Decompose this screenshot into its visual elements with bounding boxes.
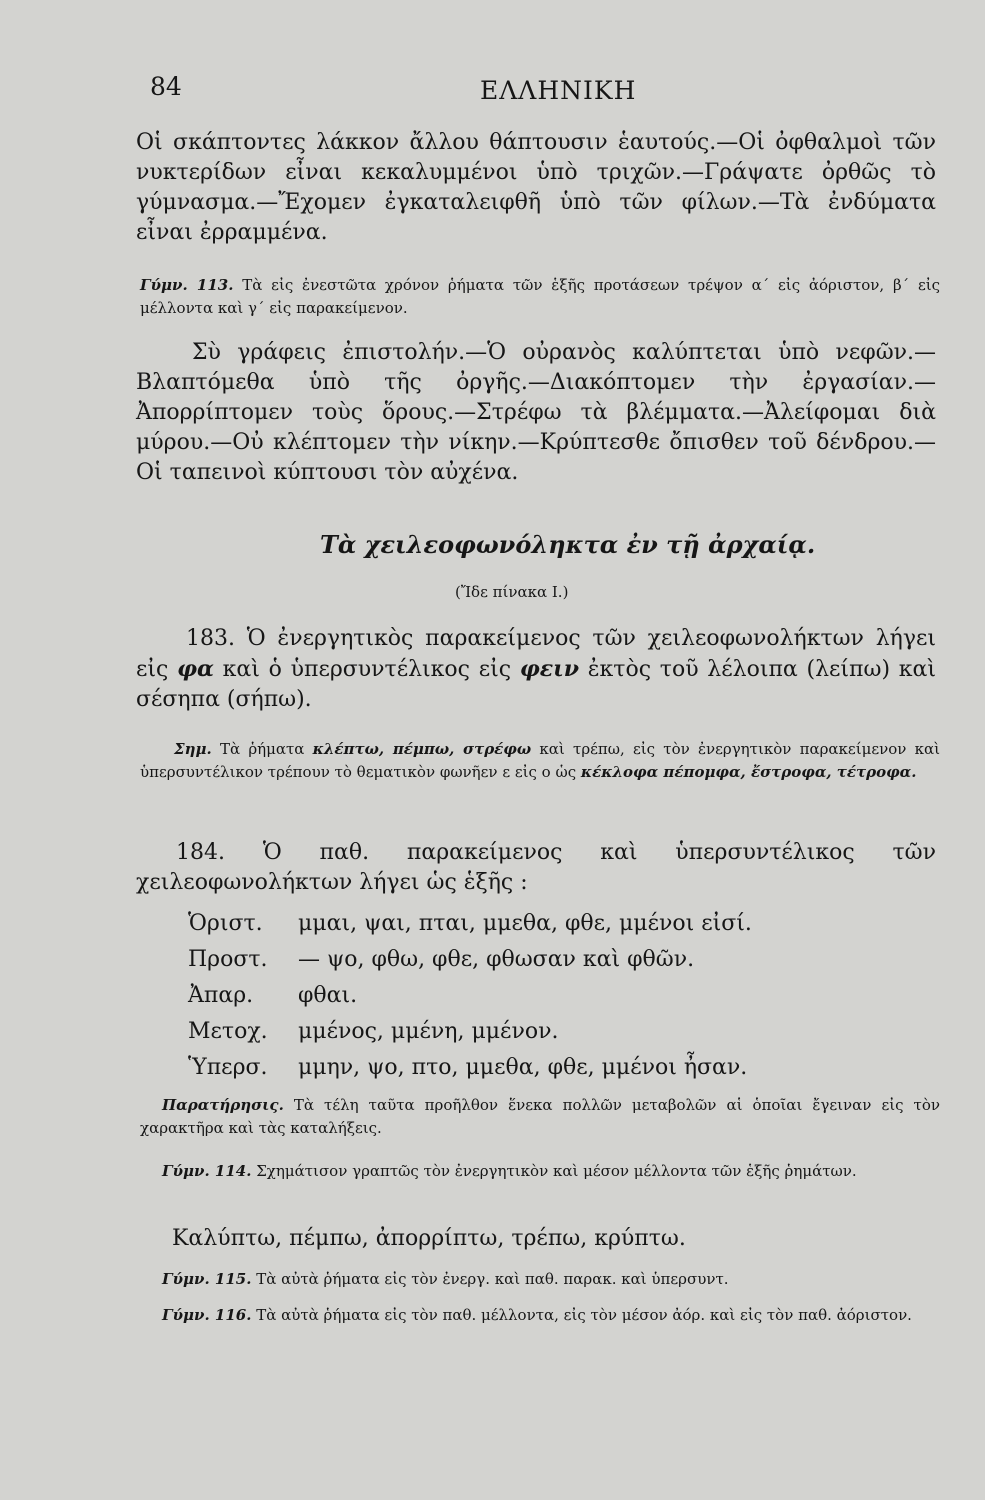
note-183 xyxy=(140,738,940,784)
conjugation-label: Ἀπαρ. xyxy=(188,983,254,1008)
exercise-114-verbs: Καλύπτω, πέμπω, ἀπορρίπτω, τρέπω, κρύπτω. xyxy=(172,1226,686,1251)
conjugation-table xyxy=(188,908,908,1088)
paragraph-184-number: 184. xyxy=(176,840,225,865)
conjugation-forms: φθαι. xyxy=(298,983,358,1008)
exercise-116-text: Τὰ αὐτὰ ῥήματα εἰς τὸν παθ. μέλλοντα, εἰς τὸν μέσον ἀόρ. καὶ εἰς τὸν παθ. ἀόριστον. xyxy=(256,1306,912,1324)
observation-text xyxy=(140,1094,940,1140)
conjugation-row xyxy=(188,1016,908,1052)
conjugation-forms: — ψο, φθω, φθε, φθωσαν καὶ φθῶν. xyxy=(298,947,695,972)
paragraph-183-ending-1: φα xyxy=(177,656,214,682)
observation xyxy=(140,1094,940,1140)
paragraph-183-text xyxy=(136,624,936,715)
exercise-115-instructions xyxy=(140,1268,940,1291)
exercise-114-instructions xyxy=(140,1160,940,1183)
exercise-114-verbs-block xyxy=(172,1224,972,1254)
intro-paragraph: Οἱ σκάπτοντες λάκκον ἄλλου θάπτουσιν ἑαυτούς.—Οἱ ὀφθαλμοὶ τῶν νυκτερίδων εἶναι κεκαλυμμένοι ὑπὸ τριχῶν.—Γράψατε ὀρθῶς τὸ γύμνασμα.—Ἔχομεν ἐγκαταλειφθῆ ὑπὸ τῶν φίλων.—Τὰ ἐνδύματα εἶναι ἐρραμμένα. xyxy=(136,130,936,245)
conjugation-row xyxy=(188,944,908,980)
conjugation-label: Προστ. xyxy=(188,947,268,972)
exercise-114 xyxy=(140,1160,940,1183)
exercise-114-label: Γύμν. 114. xyxy=(162,1162,252,1180)
conjugation-row xyxy=(188,1052,908,1088)
exercise-113-sentences: Σὺ γράφεις ἐπιστολήν.—Ὁ οὐρανὸς καλύπτεται ὑπὸ νεφῶν.—Βλαπτόμεθα ὑπὸ τῆς ὀργῆς.—Διακόπτομεν τὴν ἐργασίαν.—Ἀπορρίπτομεν τοὺς ὅρους.—Στρέφω τὰ βλέμματα.—Ἀλείφομαι διὰ μύρου.—Οὐ κλέπτομεν τὴν νίκην.—Κρύπτεσθε ὄπισθεν τοῦ δένδρου.—Οἱ ταπεινοὶ κύπτουσι τὸν αὐχένα. xyxy=(136,340,936,485)
page-header xyxy=(150,72,930,112)
page-number: 84 xyxy=(150,72,182,101)
section-reference: (Ἴδε πίνακα Ι.) xyxy=(455,583,569,601)
conjugation-row xyxy=(188,980,908,1016)
conjugation-forms: μμένος, μμένη, μμένον. xyxy=(298,1019,559,1044)
exercise-113-label: Γύμν. 113. xyxy=(140,276,234,294)
note-part-2: καὶ τρέπω, εἰς τὸν ἐνεργητικὸν παρακείμενον καὶ ὑπερσυντέλικον τρέπουν τὸ θεματικὸν φωνῆεν ε εἰς ο ὡς xyxy=(140,740,940,781)
paragraph-183-number: 183. xyxy=(186,626,235,651)
conjugation-forms: μμην, ψο, πτο, μμεθα, φθε, μμένοι ἦσαν. xyxy=(298,1055,748,1080)
paragraph-183-part-2: καὶ ὁ ὑπερσυντέλικος εἰς xyxy=(222,657,512,682)
paragraph-184 xyxy=(136,838,936,898)
note-183-text xyxy=(140,738,940,784)
exercise-116-instructions xyxy=(140,1304,940,1327)
exercise-116-label: Γύμν. 116. xyxy=(162,1306,252,1324)
conjugation-label: Ὁριστ. xyxy=(188,911,263,936)
note-verbs: κλέπτω, πέμπω, στρέφω xyxy=(312,740,532,758)
running-title: ΕΛΛΗΝΙΚΗ xyxy=(480,76,637,105)
paragraph-183-part-1: Ὁ ἐνεργητικὸς παρακείμενος τῶν χειλεοφωνολήκτων λήγει εἰς xyxy=(136,626,936,682)
paragraph-183 xyxy=(136,624,936,715)
exercise-116 xyxy=(140,1304,940,1327)
paragraph-184-text xyxy=(136,838,936,898)
observation-body: Τὰ τέλη ταῦτα προῆλθον ἕνεκα πολλῶν μεταβολῶν αἱ ὁποῖαι ἔγειναν εἰς τὸν χαρακτῆρα καὶ τὰς καταλήξεις. xyxy=(140,1096,941,1137)
intro-paragraph-block xyxy=(136,128,936,248)
observation-label: Παρατήρησις. xyxy=(162,1096,284,1114)
paragraph-184-body: Ὁ παθ. παρακείμενος καὶ ὑπερσυντέλικος τῶν χειλεοφωνολήκτων λήγει ὡς ἑξῆς : xyxy=(136,840,936,895)
exercise-115-text: Τὰ αὐτὰ ῥήματα εἰς τὸν ἐνεργ. καὶ παθ. παρακ. καὶ ὑπερσυντ. xyxy=(256,1270,729,1288)
paragraph-183-part-3: ἐκτὸς τοῦ λέλοιπα (λείπω) καὶ σέσηπα (σήπω). xyxy=(136,657,936,712)
note-label: Σημ. xyxy=(174,740,212,758)
exercise-115 xyxy=(140,1268,940,1291)
conjugation-label: Ὑπερσ. xyxy=(188,1055,268,1080)
exercise-113-instructions xyxy=(140,274,940,320)
note-part-1: Τὰ ῥήματα xyxy=(219,740,305,758)
exercise-115-label: Γύμν. 115. xyxy=(162,1270,252,1288)
exercise-113-text: Τὰ εἰς ἐνεστῶτα χρόνον ῥήματα τῶν ἑξῆς προτάσεων τρέψον α΄ εἰς ἀόριστον, β΄ εἰς μέλλοντα καὶ γ΄ εἰς παρακείμενον. xyxy=(140,276,940,317)
note-examples: κέκλοφα πέπομφα, ἔστροφα, τέτροφα. xyxy=(580,763,917,781)
section-title: Τὰ χειλεοφωνόληκτα ἐν τῇ ἀρχαίᾳ. xyxy=(320,530,816,559)
exercise-113 xyxy=(140,274,940,320)
paragraph-183-ending-2: φειν xyxy=(519,656,580,682)
exercise-113-sentences-block xyxy=(136,338,936,488)
conjugation-row xyxy=(188,908,908,944)
conjugation-forms: μμαι, ψαι, πται, μμεθα, φθε, μμένοι εἰσί. xyxy=(298,911,752,936)
exercise-114-text: Σχημάτισον γραπτῶς τὸν ἐνεργητικὸν καὶ μέσον μέλλοντα τῶν ἑξῆς ῥημάτων. xyxy=(256,1162,857,1180)
conjugation-label: Μετοχ. xyxy=(188,1019,268,1044)
